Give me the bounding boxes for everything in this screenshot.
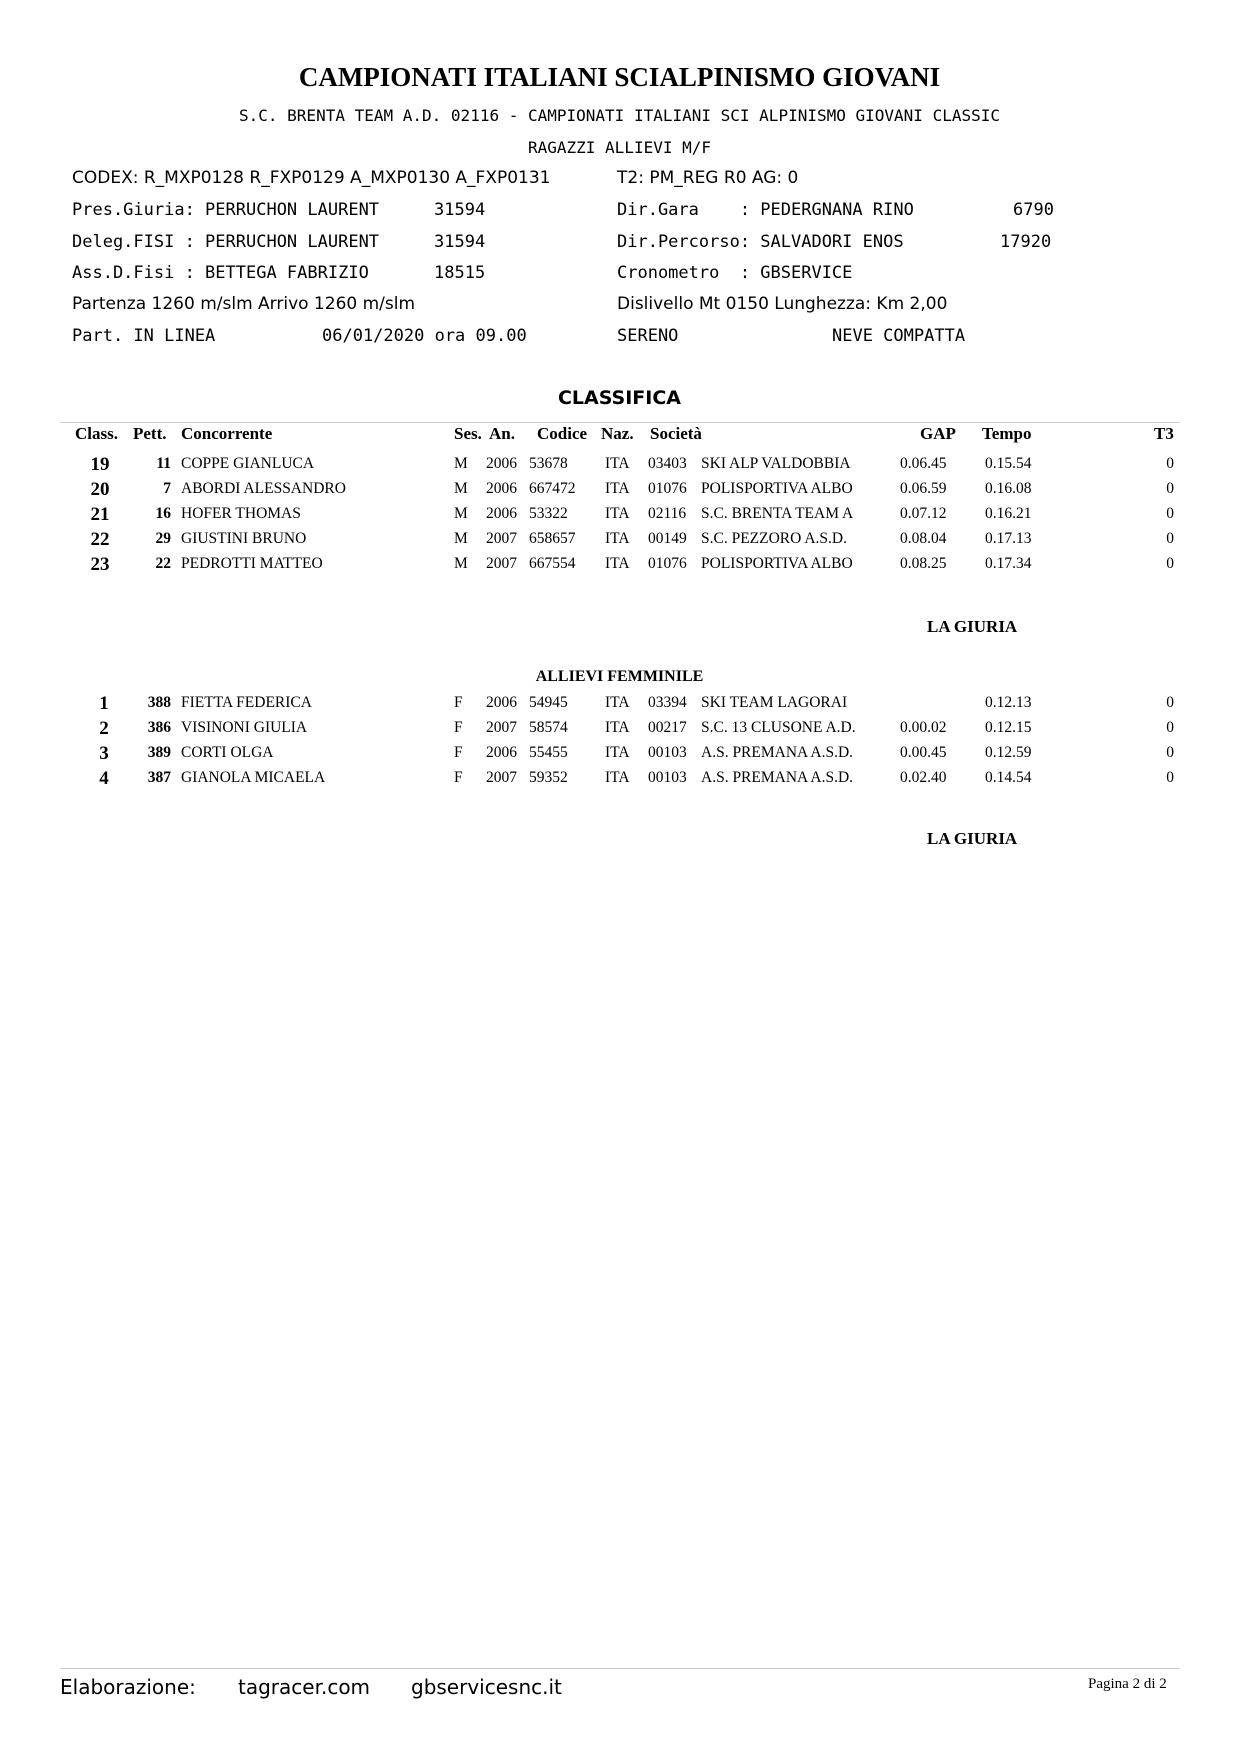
row-code: 658657 — [529, 530, 576, 547]
row-year: 2006 — [486, 455, 517, 472]
row-club: SKI ALP VALDOBBIA — [701, 455, 851, 472]
row-naz: ITA — [605, 505, 630, 522]
classifica-heading: CLASSIFICA — [557, 387, 682, 409]
row-gap: 0.06.45 — [900, 455, 947, 472]
row-bib: 22 — [155, 555, 171, 572]
neve: NEVE COMPATTA — [832, 326, 966, 346]
row-rank: 1 — [99, 693, 109, 714]
pres-giuria: Pres.Giuria: PERRUCHON LAURENT — [72, 200, 380, 220]
col-class: Class. — [75, 424, 118, 443]
giuria-signature-2: LA GIURIA — [927, 829, 1018, 848]
col-naz: Naz. — [601, 424, 634, 443]
row-naz: ITA — [605, 555, 630, 572]
col-concorrente: Concorrente — [181, 424, 273, 443]
row-code: 53678 — [529, 455, 568, 472]
cronometro: Cronometro : GBSERVICE — [617, 263, 853, 283]
row-club: A.S. PREMANA A.S.D. — [701, 769, 854, 786]
row-naz: ITA — [605, 769, 630, 786]
row-rank: 2 — [99, 718, 109, 739]
row-time: 0.12.13 — [985, 694, 1032, 711]
row-year: 2006 — [486, 744, 517, 761]
col-an: An. — [489, 424, 515, 443]
row-club-code: 00217 — [648, 719, 687, 736]
giuria-signature-1: LA GIURIA — [927, 617, 1018, 636]
dir-percorso-code: 17920 — [1000, 232, 1052, 252]
row-gap: 0.00.02 — [900, 719, 947, 736]
race-category: RAGAZZI ALLIEVI M/F — [527, 138, 712, 157]
row-name: GIANOLA MICAELA — [181, 769, 326, 786]
codex-line: CODEX: R_MXP0128 R_FXP0129 A_MXP0130 A_FXP0131 — [72, 168, 551, 188]
row-name: ABORDI ALESSANDRO — [181, 480, 346, 497]
row-gap: 0.08.04 — [900, 530, 947, 547]
page-title: CAMPIONATI ITALIANI SCIALPINISMO GIOVANI — [298, 62, 941, 92]
row-rank: 4 — [99, 768, 109, 789]
meteo: SERENO — [617, 326, 679, 346]
row-name: FIETTA FEDERICA — [181, 694, 312, 711]
row-rank: 22 — [90, 529, 110, 550]
row-rank: 19 — [90, 454, 110, 475]
footer-site-gbservice[interactable]: gbservicesnc.it — [411, 1675, 562, 1699]
row-club: SKI TEAM LAGORAI — [701, 694, 848, 711]
row-gap: 0.02.40 — [900, 769, 947, 786]
row-t3: 0 — [1166, 530, 1174, 547]
row-name: COPPE GIANLUCA — [181, 455, 315, 472]
row-year: 2006 — [486, 694, 517, 711]
col-ses: Ses. — [454, 424, 482, 443]
row-year: 2006 — [486, 480, 517, 497]
row-gap: 0.07.12 — [900, 505, 947, 522]
row-naz: ITA — [605, 480, 630, 497]
row-t3: 0 — [1166, 505, 1174, 522]
col-gap: GAP — [920, 424, 956, 443]
row-sex: M — [454, 555, 468, 572]
footer-divider — [60, 1668, 1180, 1669]
ass-fisi: Ass.D.Fisi : BETTEGA FABRIZIO — [72, 263, 369, 283]
row-code: 59352 — [529, 769, 568, 786]
row-club-code: 01076 — [648, 480, 687, 497]
row-sex: F — [454, 744, 463, 761]
row-sex: F — [454, 719, 463, 736]
row-gap: 0.00.45 — [900, 744, 947, 761]
row-code: 55455 — [529, 744, 568, 761]
col-tempo: Tempo — [982, 424, 1032, 443]
col-societa: Società — [650, 424, 702, 443]
row-club-code: 02116 — [648, 505, 687, 522]
col-t3: T3 — [1154, 424, 1174, 443]
row-name: GIUSTINI BRUNO — [181, 530, 307, 547]
row-name: CORTI OLGA — [181, 744, 274, 761]
row-sex: M — [454, 455, 468, 472]
row-gap: 0.08.25 — [900, 555, 947, 572]
row-club-code: 01076 — [648, 555, 687, 572]
row-sex: M — [454, 480, 468, 497]
dislivello-lunghezza: Dislivello Mt 0150 Lunghezza: Km 2,00 — [617, 294, 948, 314]
row-time: 0.15.54 — [985, 455, 1032, 472]
t2-line: T2: PM_REG R0 AG: 0 — [617, 168, 799, 188]
row-name: VISINONI GIULIA — [181, 719, 308, 736]
row-name: HOFER THOMAS — [181, 505, 301, 522]
row-sex: M — [454, 505, 468, 522]
row-club: S.C. BRENTA TEAM A — [701, 505, 854, 522]
row-gap: 0.06.59 — [900, 480, 947, 497]
row-year: 2007 — [486, 530, 517, 547]
row-rank: 3 — [99, 743, 109, 764]
row-year: 2006 — [486, 505, 517, 522]
row-naz: ITA — [605, 719, 630, 736]
row-t3: 0 — [1166, 719, 1174, 736]
row-code: 54945 — [529, 694, 568, 711]
row-naz: ITA — [605, 694, 630, 711]
row-t3: 0 — [1166, 769, 1174, 786]
allievi-femminile-heading: ALLIEVI FEMMINILE — [535, 668, 704, 685]
row-sex: M — [454, 530, 468, 547]
row-bib: 7 — [163, 480, 171, 497]
row-bib: 389 — [147, 744, 171, 761]
footer-site-tagracer[interactable]: tagracer.com — [238, 1675, 371, 1699]
row-naz: ITA — [605, 530, 630, 547]
row-code: 53322 — [529, 505, 568, 522]
row-t3: 0 — [1166, 555, 1174, 572]
row-name: PEDROTTI MATTEO — [181, 555, 323, 572]
row-bib: 388 — [147, 694, 171, 711]
row-club-code: 00103 — [648, 744, 687, 761]
row-year: 2007 — [486, 719, 517, 736]
footer-elaborazione: Elaborazione: — [60, 1675, 196, 1699]
partenza-arrivo: Partenza 1260 m/slm Arrivo 1260 m/slm — [72, 294, 416, 314]
row-t3: 0 — [1166, 744, 1174, 761]
race-date: 06/01/2020 ora 09.00 — [322, 326, 527, 346]
race-subtitle: S.C. BRENTA TEAM A.D. 02116 - CAMPIONATI ITALIANI SCI ALPINISMO GIOVANI CLASSIC — [239, 106, 1000, 125]
row-time: 0.14.54 — [985, 769, 1032, 786]
row-time: 0.17.34 — [985, 555, 1032, 572]
row-t3: 0 — [1166, 480, 1174, 497]
dir-percorso: Dir.Percorso: SALVADORI ENOS — [617, 232, 904, 252]
row-year: 2007 — [486, 769, 517, 786]
row-rank: 21 — [90, 504, 110, 525]
row-bib: 11 — [156, 455, 171, 472]
row-code: 667472 — [529, 480, 576, 497]
row-t3: 0 — [1166, 694, 1174, 711]
row-bib: 387 — [147, 769, 171, 786]
row-bib: 29 — [155, 530, 171, 547]
row-time: 0.17.13 — [985, 530, 1032, 547]
row-rank: 23 — [90, 554, 110, 575]
row-bib: 16 — [155, 505, 171, 522]
page-number: Pagina 2 di 2 — [1088, 1676, 1167, 1692]
row-year: 2007 — [486, 555, 517, 572]
row-club-code: 00149 — [648, 530, 687, 547]
deleg-fisi-code: 31594 — [434, 232, 486, 252]
row-club: POLISPORTIVA ALBO — [701, 480, 853, 497]
row-club: S.C. 13 CLUSONE A.D. — [701, 719, 856, 736]
row-bib: 386 — [147, 719, 171, 736]
row-naz: ITA — [605, 744, 630, 761]
row-club: POLISPORTIVA ALBO — [701, 555, 853, 572]
row-club-code: 03403 — [648, 455, 687, 472]
row-club: A.S. PREMANA A.S.D. — [701, 744, 854, 761]
row-code: 667554 — [529, 555, 576, 572]
col-codice: Codice — [537, 424, 588, 443]
deleg-fisi: Deleg.FISI : PERRUCHON LAURENT — [72, 232, 380, 252]
row-club-code: 03394 — [648, 694, 687, 711]
row-club-code: 00103 — [648, 769, 687, 786]
dir-gara: Dir.Gara : PEDERGNANA RINO — [617, 200, 914, 220]
ass-fisi-code: 18515 — [434, 263, 486, 283]
pres-giuria-code: 31594 — [434, 200, 486, 220]
row-sex: F — [454, 694, 463, 711]
dir-gara-code: 6790 — [1013, 200, 1054, 220]
col-pett: Pett. — [133, 424, 167, 443]
row-time: 0.16.21 — [985, 505, 1032, 522]
header-divider — [60, 422, 1180, 423]
row-club: S.C. PEZZORO A.S.D. — [701, 530, 847, 547]
row-sex: F — [454, 769, 463, 786]
row-time: 0.16.08 — [985, 480, 1032, 497]
row-time: 0.12.15 — [985, 719, 1032, 736]
row-t3: 0 — [1166, 455, 1174, 472]
row-time: 0.12.59 — [985, 744, 1032, 761]
row-code: 58574 — [529, 719, 568, 736]
row-naz: ITA — [605, 455, 630, 472]
partenza-tipo: Part. IN LINEA — [72, 326, 216, 346]
row-rank: 20 — [90, 479, 110, 500]
